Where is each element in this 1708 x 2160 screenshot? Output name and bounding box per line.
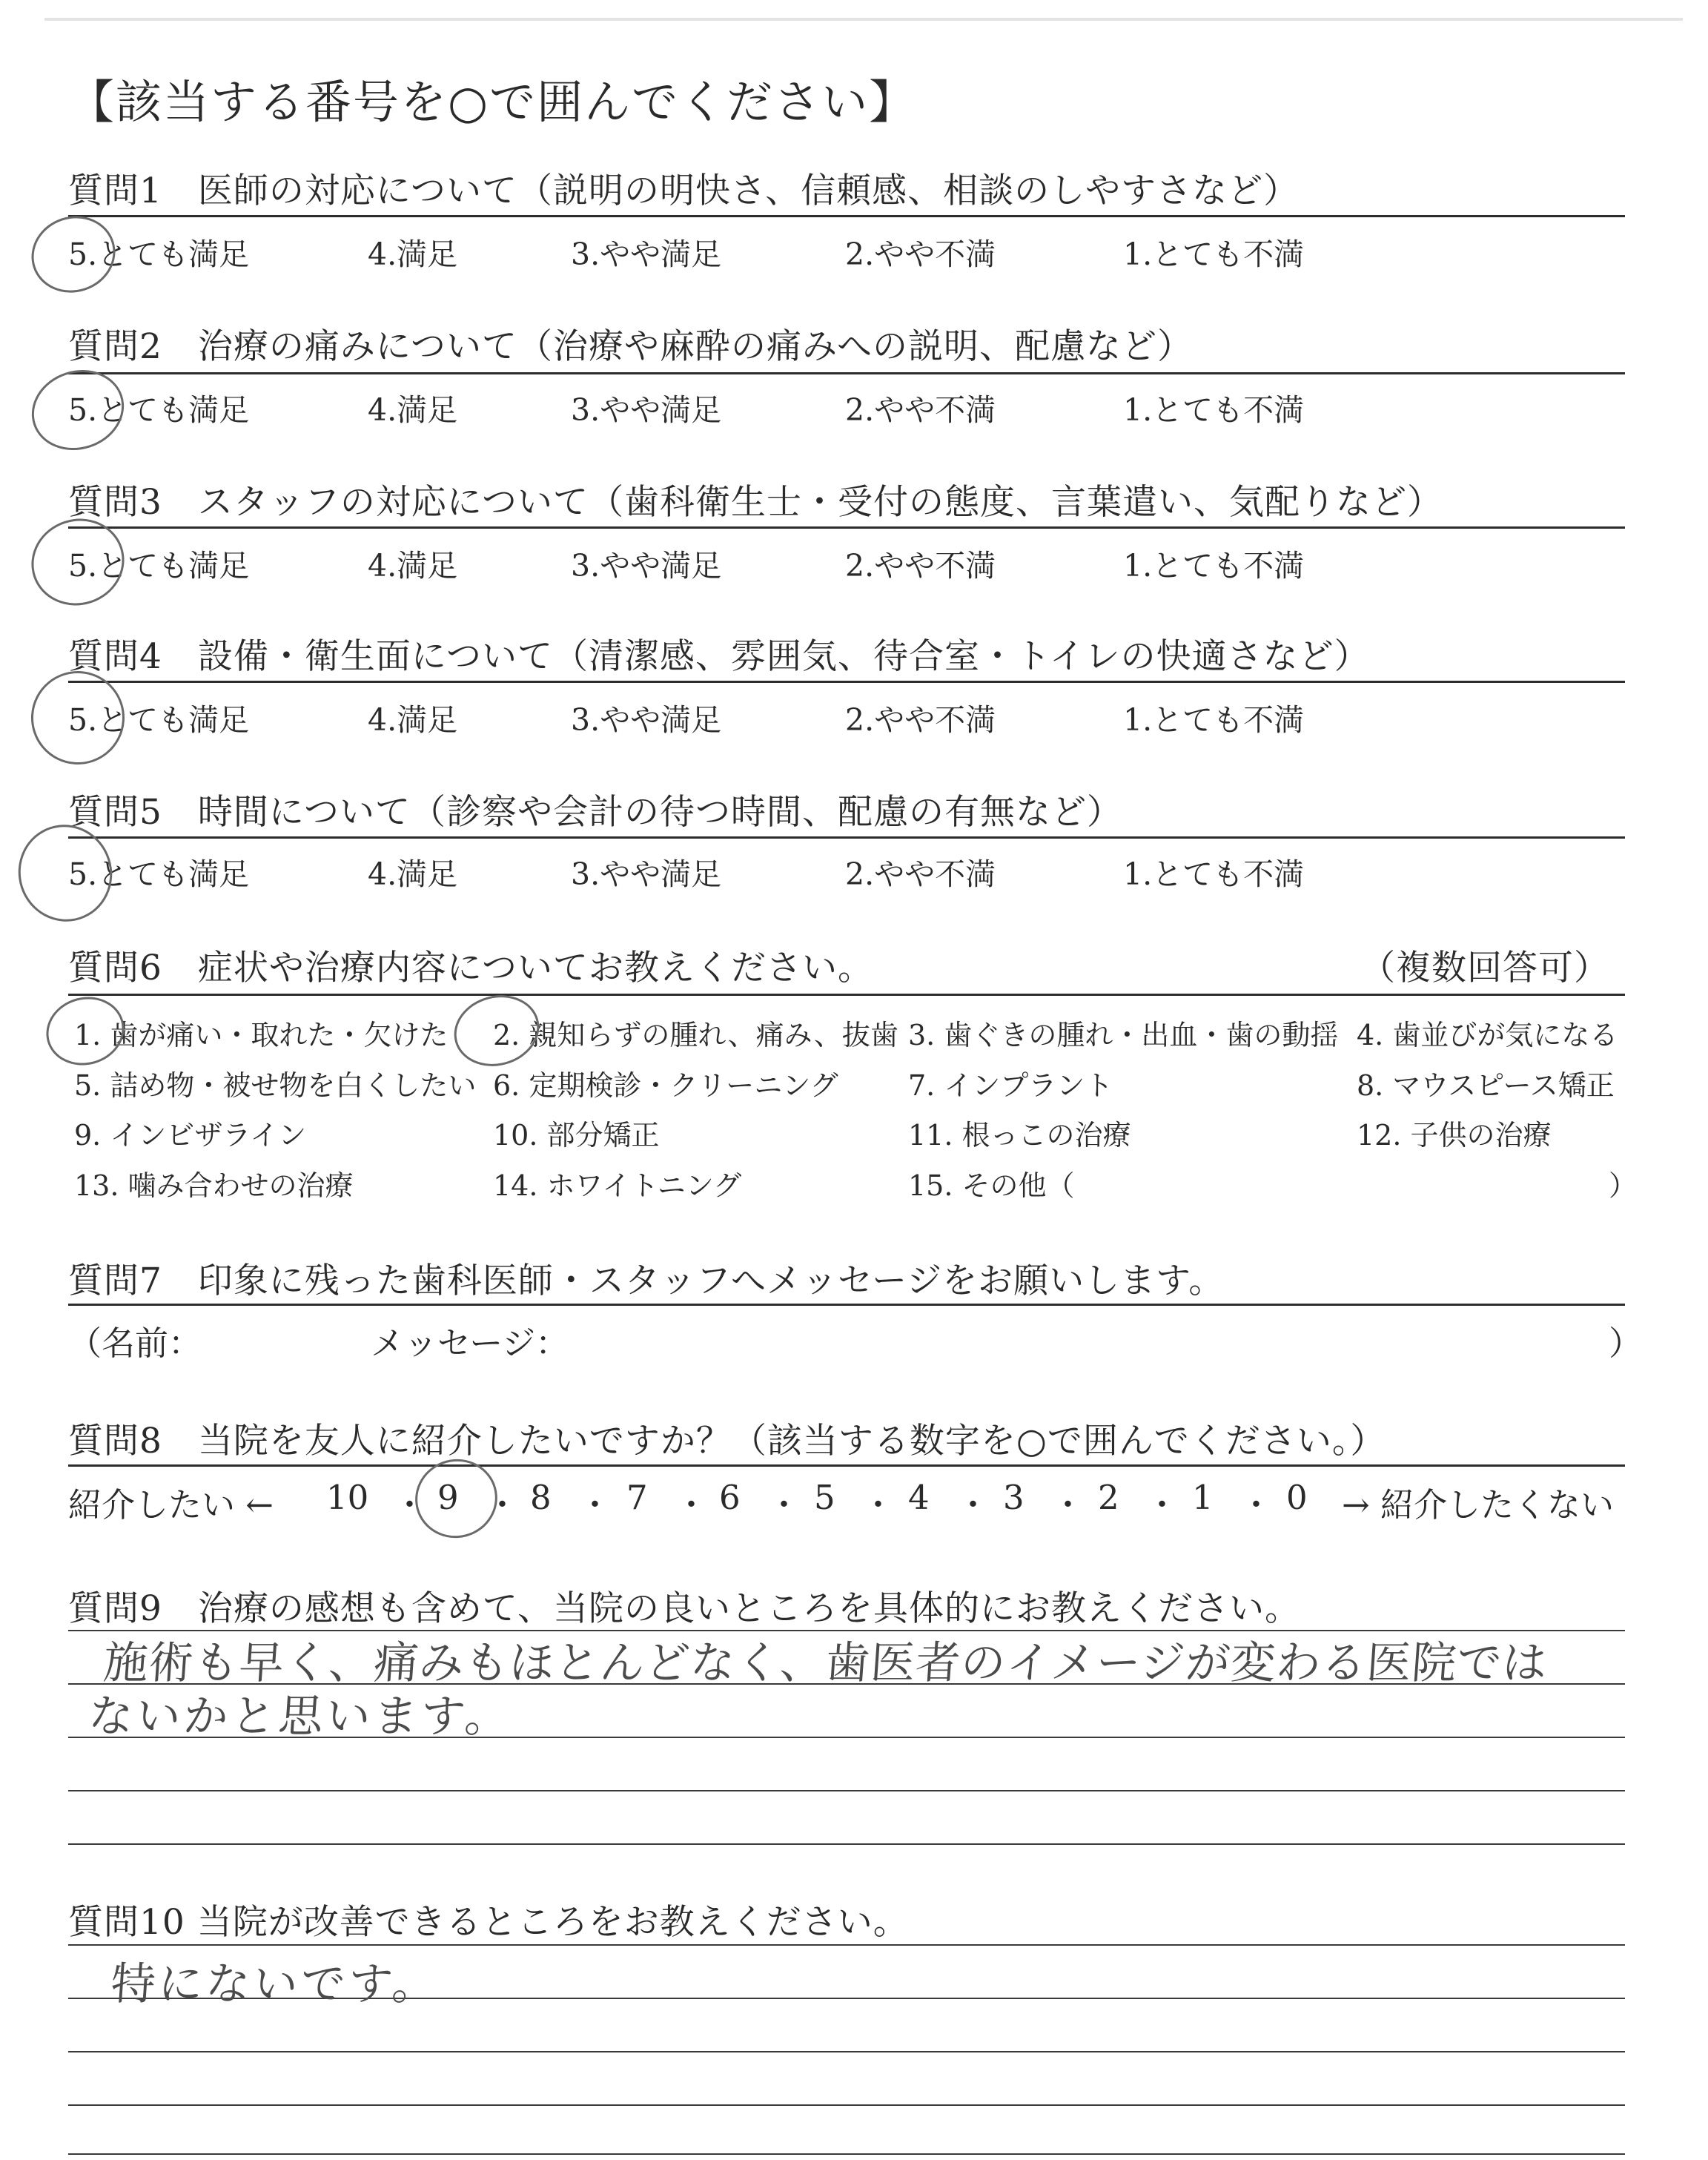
question-8-text: 質問8 当院を友人に紹介したいですか？（該当する数字を○で囲んでください。）	[68, 1421, 1386, 1462]
question-7-rule	[68, 1304, 1625, 1306]
question-3-text: 質問3 スタッフの対応について（歯科衛生士・受付の態度、言葉遣い、気配りなど）	[68, 482, 1443, 523]
q2-option-3[interactable]: 3.やや満足	[571, 392, 722, 428]
q5-option-1[interactable]: 1.とても不満	[1123, 856, 1305, 892]
q6-option-2[interactable]: 2. 親知らずの腫れ、痛み、抜歯	[493, 1019, 898, 1051]
q6-option-7[interactable]: 7. インプラント	[908, 1069, 1113, 1102]
q8-separator: ・	[861, 1485, 896, 1525]
q1-option-2[interactable]: 2.やや不満	[845, 237, 996, 272]
question-6-text: 質問6 症状や治療内容についてお教えください。	[68, 948, 873, 988]
q8-scale-right-label: → 紹介したくない	[1342, 1485, 1615, 1525]
q9-answer-line	[68, 1843, 1625, 1845]
question-1-text: 質問1 医師の対応について（説明の明快さ、信頼感、相談のしやすさなど）	[68, 171, 1300, 211]
question-2-rule	[68, 372, 1625, 374]
q8-score-5[interactable]: 5	[814, 1478, 835, 1517]
q10-answer-line	[68, 2051, 1625, 2052]
q8-score-2[interactable]: 2	[1098, 1478, 1119, 1517]
q8-separator: ・	[1145, 1485, 1179, 1525]
q6-option-12[interactable]: 12. 子供の治療	[1357, 1119, 1552, 1152]
question-4-text: 質問4 設備・衛生面について（清潔感、雰囲気、待合室・トイレの快適さなど）	[68, 636, 1370, 677]
question-6-note: （複数回答可）	[1360, 948, 1609, 988]
question-3-rule	[68, 526, 1625, 529]
q8-score-9[interactable]: 9	[437, 1478, 459, 1517]
q4-option-4[interactable]: 4.満足	[368, 702, 458, 738]
q6-option-15-close: ）	[1609, 1169, 1638, 1202]
q6-option-6[interactable]: 6. 定期検診・クリーニング	[493, 1069, 838, 1102]
q6-option-1[interactable]: 1. 歯が痛い・取れた・欠けた	[74, 1019, 448, 1051]
q5-option-2[interactable]: 2.やや不満	[845, 856, 996, 892]
q6-option-4[interactable]: 4. 歯並びが気になる	[1357, 1019, 1618, 1051]
q6-option-9[interactable]: 9. インビザライン	[74, 1119, 307, 1152]
question-6-rule	[68, 994, 1625, 996]
q1-option-4[interactable]: 4.満足	[368, 237, 458, 272]
scan-top-edge	[44, 18, 1683, 21]
q7-close-paren: ）	[1609, 1324, 1643, 1363]
q3-option-5[interactable]: 5.とても満足	[68, 548, 250, 584]
q5-option-4[interactable]: 4.満足	[368, 856, 458, 892]
q2-option-4[interactable]: 4.満足	[368, 392, 458, 428]
q2-option-5[interactable]: 5.とても満足	[68, 392, 250, 428]
form-title: 【該当する番号を○で囲んでください】	[68, 75, 917, 129]
q1-option-5[interactable]: 5.とても満足	[68, 237, 250, 272]
question-7-text: 質問7 印象に残った歯科医師・スタッフへメッセージをお願いします。	[68, 1261, 1225, 1301]
question-4-rule	[68, 681, 1625, 683]
q6-option-13[interactable]: 13. 噛み合わせの治療	[74, 1169, 354, 1202]
q2-option-2[interactable]: 2.やや不満	[845, 392, 996, 428]
q6-option-10[interactable]: 10. 部分矯正	[493, 1119, 660, 1152]
q4-option-5[interactable]: 5.とても満足	[68, 702, 250, 738]
q8-score-3[interactable]: 3	[1003, 1478, 1025, 1517]
q1-option-1[interactable]: 1.とても不満	[1123, 237, 1305, 272]
q8-scale-left-label: 紹介したい ←	[68, 1485, 274, 1525]
q6-option-14[interactable]: 14. ホワイトニング	[493, 1169, 742, 1202]
q7-name-label: （名前：	[68, 1324, 202, 1363]
question-2-text: 質問2 治療の痛みについて（治療や麻酔の痛みへの説明、配慮など）	[68, 326, 1194, 367]
question-5-text: 質問5 時間について（診察や会計の待つ時間、配慮の有無など）	[68, 792, 1122, 833]
q8-score-6[interactable]: 6	[719, 1478, 741, 1517]
q6-option-11[interactable]: 11. 根っこの治療	[908, 1119, 1131, 1152]
q8-score-4[interactable]: 4	[908, 1478, 930, 1517]
q8-score-0[interactable]: 0	[1286, 1478, 1308, 1517]
q3-option-4[interactable]: 4.満足	[368, 548, 458, 584]
q6-option-3[interactable]: 3. 歯ぐきの腫れ・出血・歯の動揺	[908, 1019, 1339, 1051]
q5-option-3[interactable]: 3.やや満足	[571, 856, 722, 892]
q8-separator: ・	[1051, 1485, 1085, 1525]
q8-separator: ・	[486, 1485, 520, 1525]
q8-separator: ・	[956, 1485, 990, 1525]
question-8-rule	[68, 1464, 1625, 1467]
q8-separator: ・	[393, 1485, 427, 1525]
q8-separator: ・	[1239, 1485, 1274, 1525]
q10-answer-line	[68, 2153, 1625, 2155]
question-1-rule	[68, 215, 1625, 217]
q9-handwritten-line-1: 施術も早く、痛みもほとんどなく、歯医者のイメージが変わる医院では	[102, 1637, 1549, 1689]
q3-option-3[interactable]: 3.やや満足	[571, 548, 722, 584]
q3-option-2[interactable]: 2.やや不満	[845, 548, 996, 584]
q4-option-1[interactable]: 1.とても不満	[1123, 702, 1305, 738]
q2-option-1[interactable]: 1.とても不満	[1123, 392, 1305, 428]
q6-option-15[interactable]: 15. その他（	[908, 1169, 1075, 1202]
q4-option-3[interactable]: 3.やや満足	[571, 702, 722, 738]
q8-score-10[interactable]: 10	[326, 1478, 369, 1517]
q3-option-1[interactable]: 1.とても不満	[1123, 548, 1305, 584]
q8-score-8[interactable]: 8	[530, 1478, 552, 1517]
q6-option-8[interactable]: 8. マウスピース矯正	[1357, 1069, 1615, 1102]
q10-handwritten-answer: 特にないです。	[109, 1958, 442, 2010]
q7-message-label: メッセージ：	[371, 1324, 569, 1363]
q8-separator: ・	[578, 1485, 612, 1525]
q10-answer-line	[68, 1944, 1625, 1946]
q9-answer-line	[68, 1790, 1625, 1791]
question-9-text: 質問9 治療の感想も含めて、当院の良いところを具体的にお教えください。	[68, 1588, 1300, 1629]
q4-option-2[interactable]: 2.やや不満	[845, 702, 996, 738]
question-5-rule	[68, 836, 1625, 839]
q5-option-5[interactable]: 5.とても満足	[68, 856, 250, 892]
q8-score-1[interactable]: 1	[1192, 1478, 1214, 1517]
q8-separator: ・	[767, 1485, 801, 1525]
q6-option-5[interactable]: 5. 詰め物・被せ物を白くしたい	[74, 1069, 477, 1102]
q9-handwritten-line-2: ないかと思います。	[87, 1691, 514, 1743]
q1-answer-circle	[21, 205, 125, 303]
q6-answer-circle-1	[39, 988, 132, 1074]
q8-separator: ・	[675, 1485, 709, 1525]
question-10-text: 質問10 当院が改善できるところをお教えください。	[68, 1902, 909, 1943]
q1-option-3[interactable]: 3.やや満足	[571, 237, 722, 272]
q10-answer-line	[68, 2104, 1625, 2106]
q8-score-7[interactable]: 7	[626, 1478, 648, 1517]
